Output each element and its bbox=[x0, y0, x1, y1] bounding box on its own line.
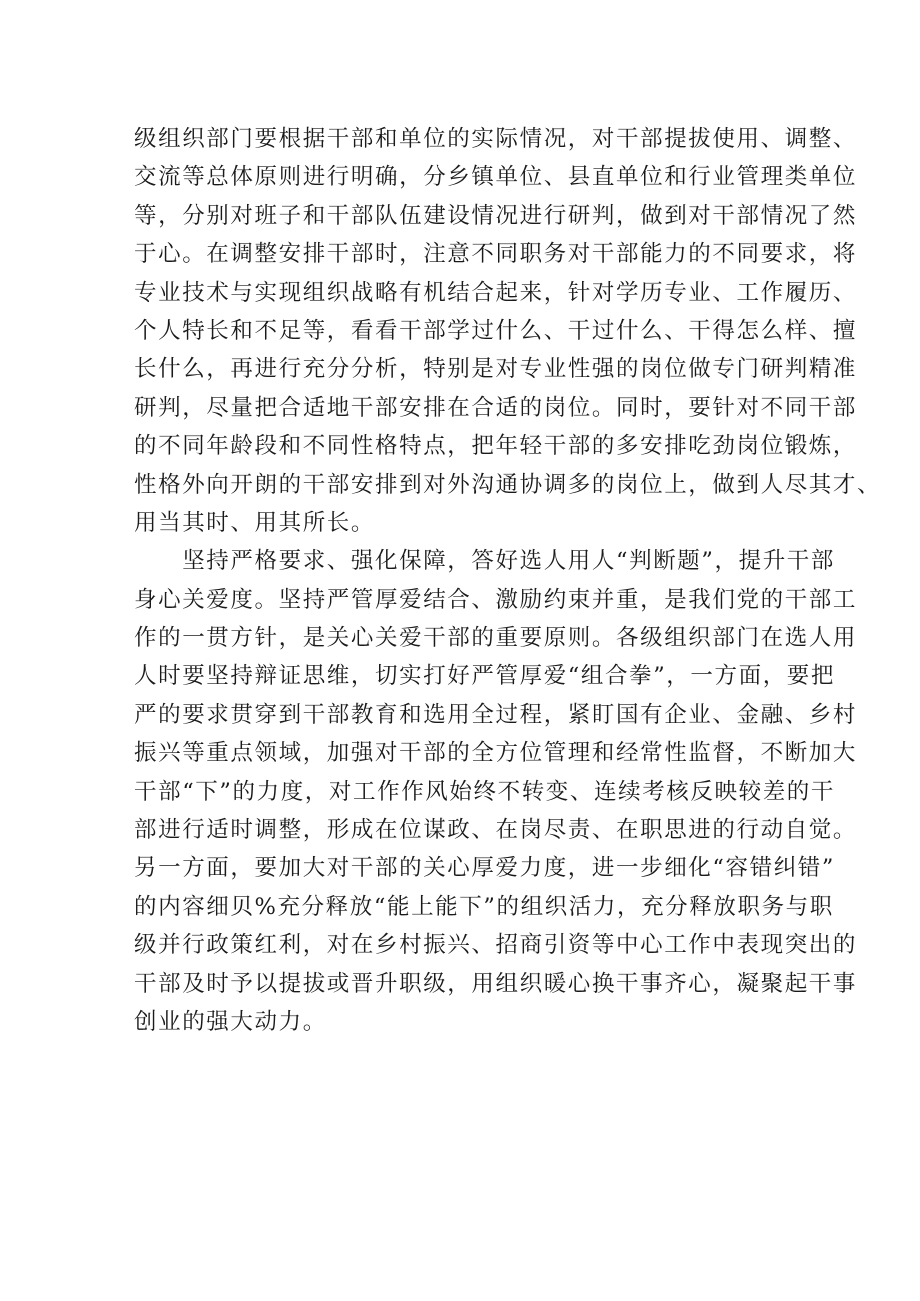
text-line: 坚持严格要求、强化保障，答好选人用人“判断题”，提升干部 bbox=[134, 548, 836, 575]
text-line: 部进行适时调整，形成在位谋政、在岗尽责、在职思进的行动自觉。 bbox=[134, 817, 858, 844]
text-line: 的内容细贝%充分释放“能上能下”的组织活力，充分释放职务与职 bbox=[134, 893, 834, 920]
text-line: 创业的强大动力。 bbox=[134, 1008, 327, 1035]
text-line: 等，分别对班子和干部队伍建设情况进行研判，做到对干部情况了然 bbox=[134, 202, 858, 229]
text-line: 振兴等重点领域，加强对干部的全方位管理和经常性监督，不断加大 bbox=[134, 740, 858, 767]
text-line: 性格外向开朗的干部安排到对外沟通协调多的岗位上，做到人尽其才、 bbox=[134, 471, 882, 498]
text-line: 严的要求贯穿到干部教育和选用全过程，紧盯国有企业、金融、乡村 bbox=[134, 701, 858, 728]
text-line: 于心。在调整安排干部时，注意不同职务对干部能力的不同要求，将 bbox=[134, 241, 858, 268]
text-line: 交流等总体原则进行明确，分乡镇单位、县直单位和行业管理类单位 bbox=[134, 164, 858, 191]
paragraph-2 bbox=[134, 542, 858, 1041]
text-line: 专业技术与实现组织战略有机结合起来，针对学历专业、工作履历、 bbox=[134, 279, 858, 306]
text-line: 人时要坚持辩证思维，切实打好严管厚爱“组合拳”，一方面，要把 bbox=[134, 663, 836, 690]
text-line: 个人特长和不足等，看看干部学过什么、干过什么、干得怎么样、擅 bbox=[134, 317, 858, 344]
text-line: 身心关爱度。坚持严管厚爱结合、激励约束并重，是我们党的干部工 bbox=[134, 586, 858, 613]
text-line: 研判，尽量把合适地干部安排在合适的岗位。同时，要针对不同干部 bbox=[134, 394, 858, 421]
body-text bbox=[134, 120, 882, 1041]
text-line: 长什么，再进行充分分析，特别是对专业性强的岗位做专门研判精准 bbox=[134, 356, 858, 383]
text-line: 的不同年龄段和不同性格特点，把年轻干部的多安排吃劲岗位锻炼， bbox=[134, 433, 858, 460]
text-line: 用当其时、用其所长。 bbox=[134, 509, 376, 536]
text-line: 干部及时予以提拔或晋升职级，用组织暖心换干事齐心，凝聚起干事 bbox=[134, 970, 858, 997]
text-line: 干部“下”的力度，对工作作风始终不转变、连续考核反映较差的干 bbox=[134, 778, 836, 805]
text-line: 作的一贯方针，是关心关爱干部的重要原则。各级组织部门在选人用 bbox=[134, 625, 858, 652]
paragraph-1 bbox=[134, 120, 882, 542]
text-line: 另一方面，要加大对干部的关心厚爱力度，进一步细化“容错纠错” bbox=[134, 855, 836, 882]
text-line: 级组织部门要根据干部和单位的实际情况，对干部提拔使用、调整、 bbox=[134, 126, 858, 152]
text-line: 级并行政策红利，对在乡村振兴、招商引资等中心工作中表现突出的 bbox=[134, 932, 858, 959]
